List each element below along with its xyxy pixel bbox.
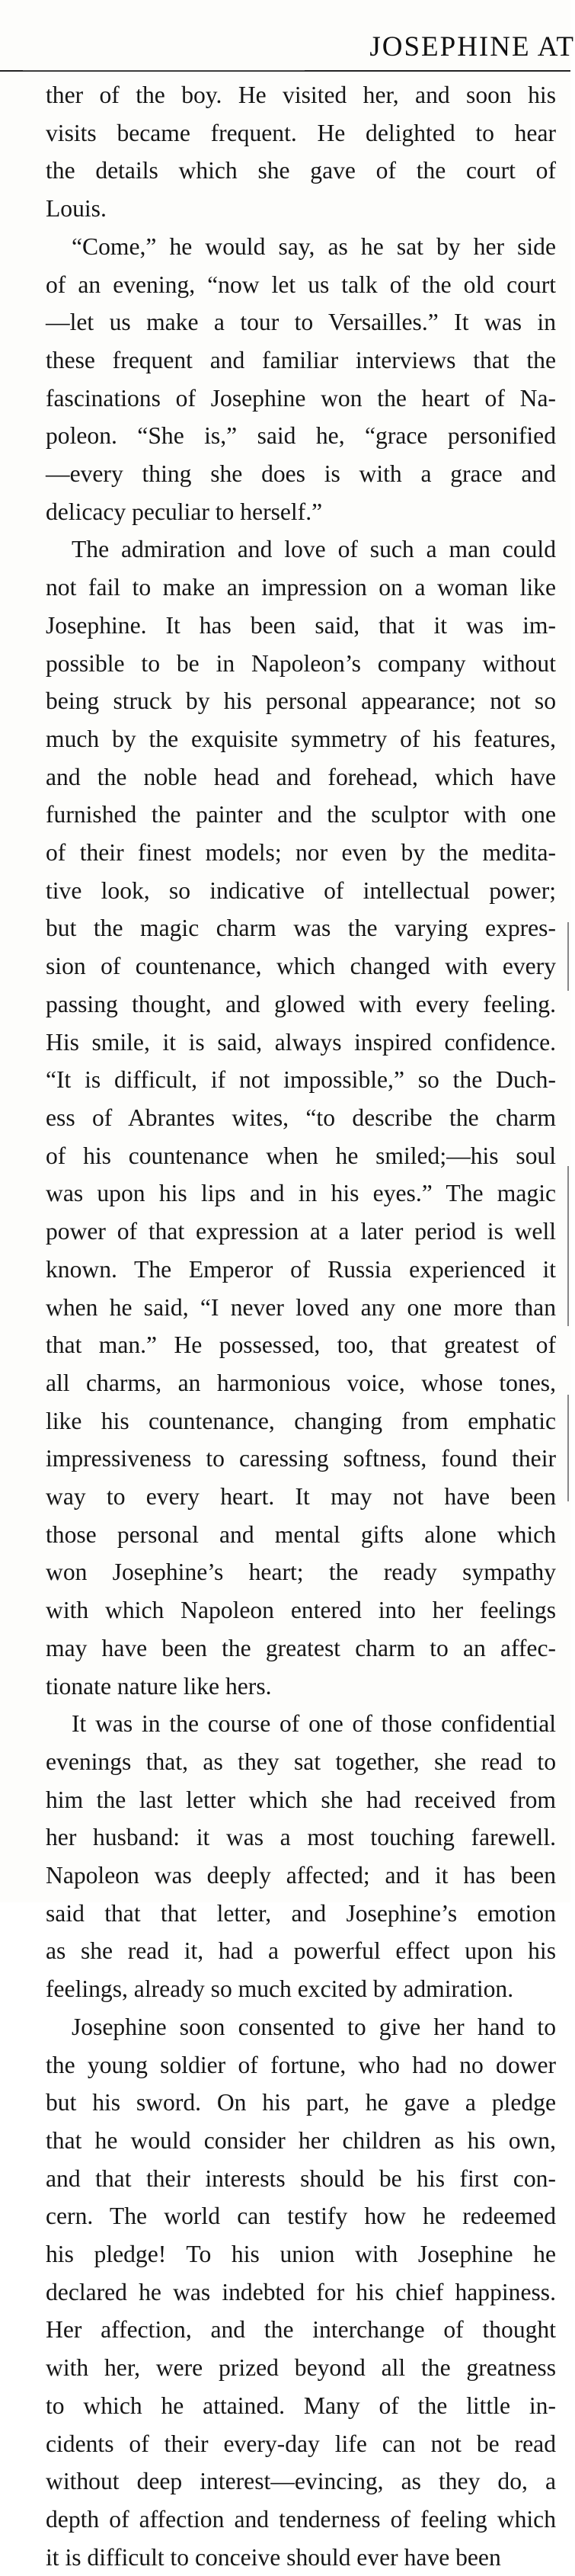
text-line: visits became frequent. He delighted to hear <box>46 119 556 146</box>
text-line: and that their interests should be his first con- <box>46 2164 556 2192</box>
text-line: these frequent and familiar interviews that the <box>46 346 556 373</box>
text-line: —let us make a tour to Versailles.” It was in <box>46 309 556 336</box>
text-line: fascinations of Josephine won the heart of Na- <box>46 384 556 412</box>
text-line: delicacy peculiar to herself.” <box>46 498 323 525</box>
text-line: power of that expression at a later period is well <box>46 1218 556 1245</box>
text-line: being struck by his personal appearance; not so <box>46 687 556 715</box>
text-line: impressiveness to caressing softness, found their <box>46 1445 556 1472</box>
text-line: not fail to make an impression on a woman like <box>46 574 556 601</box>
text-line: tive look, so indicative of intellectual power; <box>46 876 556 904</box>
text-line: but his sword. On his part, he gave a pledge <box>46 2089 556 2116</box>
text-line: It was in the course of one of those confidential <box>72 1710 556 1738</box>
text-line: all charms, an harmonious voice, whose tones, <box>46 1369 556 1396</box>
header-rule <box>23 70 305 71</box>
text-line: when he said, “I never loved any one more than <box>46 1293 556 1321</box>
text-line: much by the exquisite symmetry of his features, <box>46 725 556 752</box>
text-line: furnished the painter and the sculptor with one <box>46 801 556 828</box>
text-line: of his countenance when he smiled;—his soul <box>46 1142 556 1169</box>
text-line: The admiration and love of such a man could <box>72 536 556 563</box>
text-line: won Josephine’s heart; the ready sympathy <box>46 1559 556 1586</box>
page-header <box>0 0 575 72</box>
text-line: way to every heart. It may not have been <box>46 1483 556 1511</box>
text-line: sion of countenance, which changed with every <box>46 953 556 980</box>
text-line: —every thing she does is with a grace and <box>46 460 556 488</box>
paragraph <box>46 1705 556 2008</box>
text-line: to which he attained. Many of the little in- <box>46 2392 556 2419</box>
text-line: was upon his lips and in his eyes.” The magic <box>46 1180 556 1207</box>
text-line: known. The Emperor of Russia experienced it <box>46 1255 556 1283</box>
text-line: like his countenance, changing from emphatic <box>46 1407 556 1434</box>
text-line: poleon. “She is,” said he, “grace personified <box>46 422 556 450</box>
text-line: that man.” He possessed, too, that greatest of <box>46 1331 556 1359</box>
text-line: it is difficult to conceive should ever have been <box>46 2543 501 2571</box>
text-line: of an evening, “now let us talk of the old court <box>46 271 556 298</box>
text-line: Josephine soon consented to give her hand to <box>72 2013 556 2040</box>
text-line: evenings that, as they sat together, she read to <box>46 1748 556 1775</box>
text-line: cern. The world can testify how he redeemed <box>46 2203 556 2230</box>
text-line: as she read it, had a powerful effect upon his <box>46 1937 556 1965</box>
text-line: and the noble head and forehead, which have <box>46 763 556 790</box>
body-text <box>46 76 556 2576</box>
text-line: her husband: it was a most touching farewell. <box>46 1824 556 1851</box>
text-line: feelings, already so much excited by admiration. <box>46 1975 514 2003</box>
text-line: Louis. <box>46 195 107 223</box>
text-line: Josephine. It has been said, that it was im- <box>46 611 556 639</box>
text-line: with her, were prized beyond all the greatness <box>46 2354 556 2382</box>
margin-rule <box>567 1395 569 1501</box>
text-line: “It is difficult, if not impossible,” so the Duch- <box>46 1066 556 1094</box>
running-title: JOSEPHINE AT <box>369 31 575 62</box>
paragraph <box>46 2008 556 2576</box>
text-line: declared he was indebted for his chief happiness. <box>46 2278 556 2305</box>
margin-rule <box>567 1166 569 1326</box>
text-line: ther of the boy. He visited her, and soon his <box>46 82 556 108</box>
text-line: possible to be in Napoleon’s company without <box>46 649 556 677</box>
text-line: that he would consider her children as his own, <box>46 2126 556 2154</box>
text-line: His smile, it is said, always inspired confidence. <box>46 1028 556 1056</box>
text-line: cidents of their every-day life can not be read <box>46 2430 556 2457</box>
paragraph <box>46 530 556 1705</box>
text-line: said that that letter, and Josephine’s emotion <box>46 1899 556 1927</box>
text-line: “Come,” he would say, as he sat by her side <box>72 232 556 260</box>
text-line: with which Napoleon entered into her feelings <box>46 1597 556 1624</box>
text-line: may have been the greatest charm to an affec- <box>46 1634 556 1661</box>
margin-rule <box>567 922 569 991</box>
text-line: passing thought, and glowed with every feeling. <box>46 990 556 1017</box>
text-line: those personal and mental gifts alone which <box>46 1520 556 1548</box>
text-line: him the last letter which she had received from <box>46 1786 556 1813</box>
paragraph <box>46 228 556 531</box>
text-line: the young soldier of fortune, who had no dower <box>46 2051 556 2078</box>
text-line: but the magic charm was the varying expres- <box>46 915 556 942</box>
text-line: Napoleon was deeply affected; and it has been <box>46 1862 556 1889</box>
text-line: of their finest models; nor even by the medita- <box>46 839 556 867</box>
text-line: the details which she gave of the court of <box>46 157 556 184</box>
text-line: tionate nature like hers. <box>46 1672 272 1700</box>
text-line: ess of Abrantes wites, “to describe the charm <box>46 1104 556 1131</box>
text-line: without deep interest—evincing, as they do, a <box>46 2468 556 2495</box>
paragraph <box>46 76 556 228</box>
text-line: depth of affection and tenderness of feeling which <box>46 2506 556 2533</box>
text-line: Her affection, and the interchange of thought <box>46 2316 556 2344</box>
text-line: his pledge! To his union with Josephine he <box>46 2241 556 2268</box>
